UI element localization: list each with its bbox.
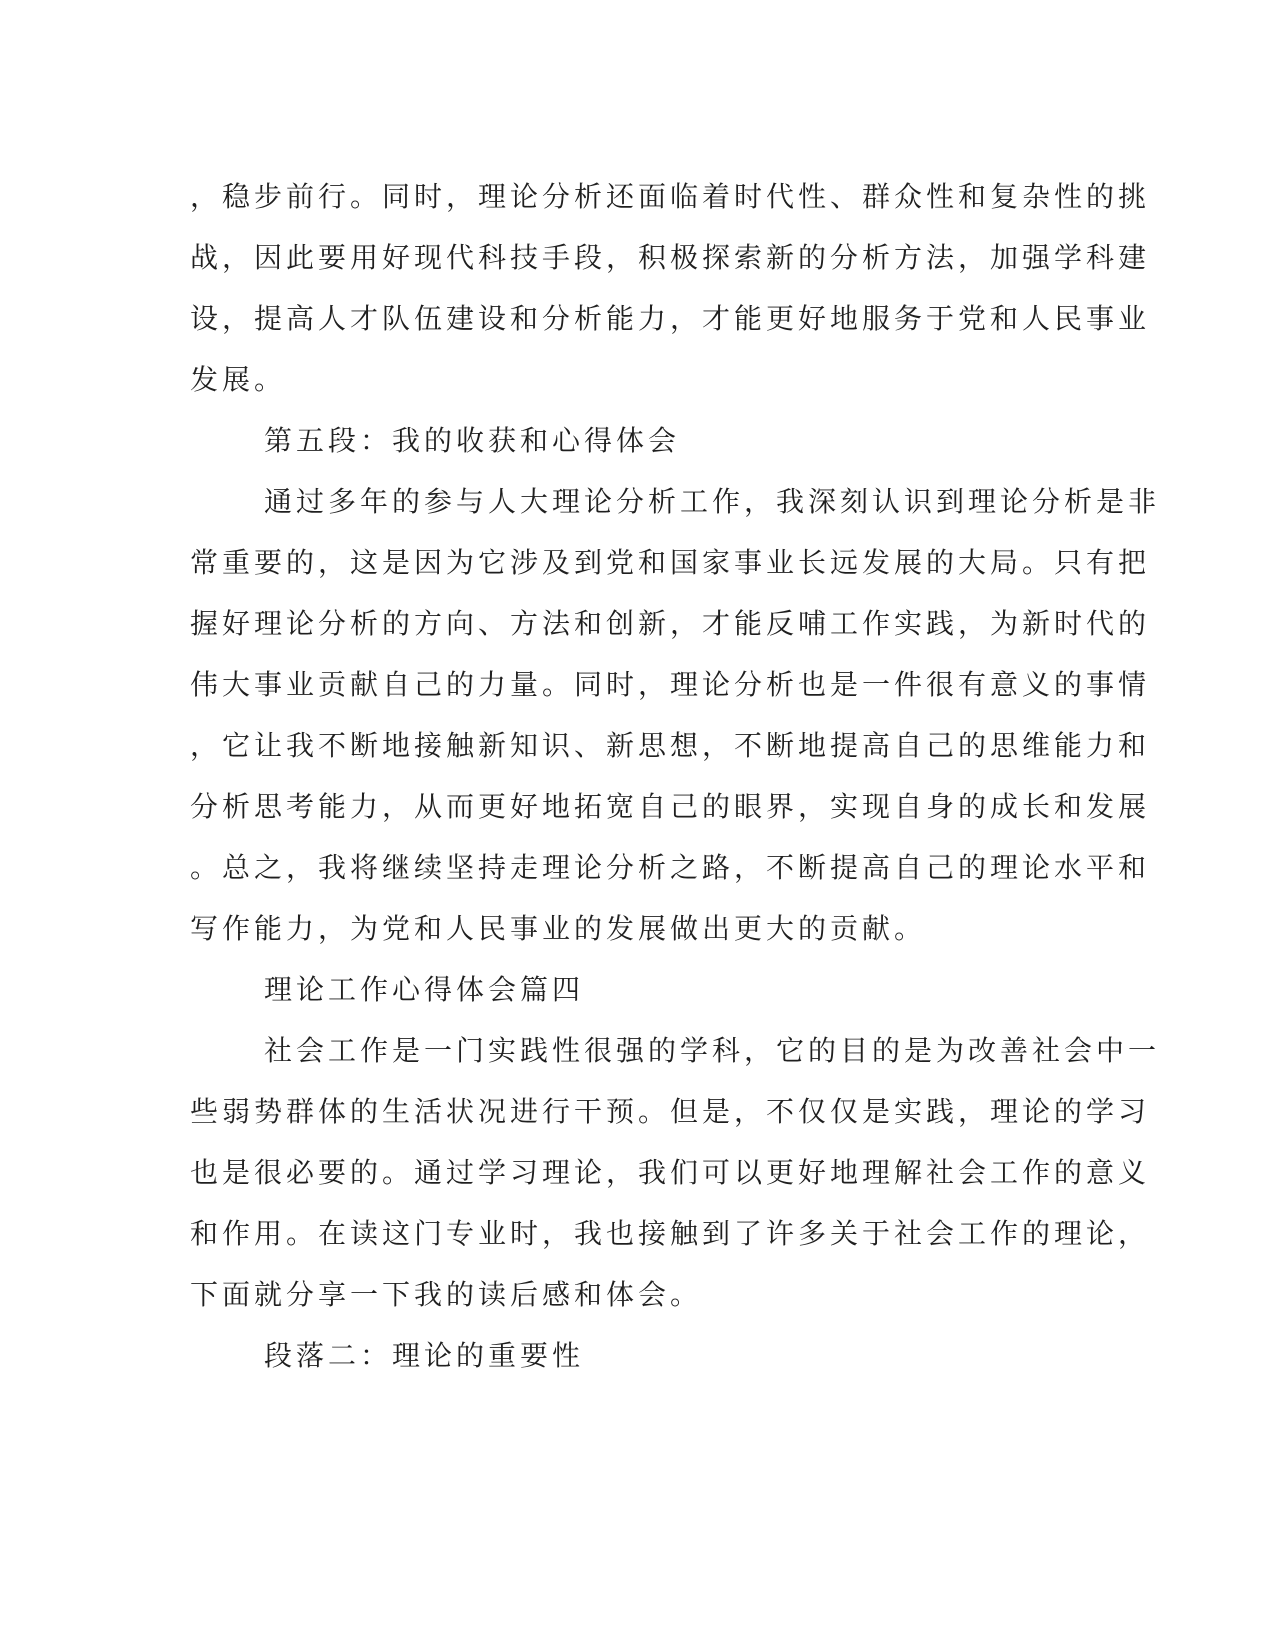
text-line: 战，因此要用好现代科技手段，积极探索新的分析方法，加强学科建 <box>190 241 1151 274</box>
section-heading: 段落二：理论的重要性 <box>264 1339 585 1372</box>
text-line: 握好理论分析的方向、方法和创新，才能反哺工作实践，为新时代的 <box>190 607 1151 640</box>
text-line: 分析思考能力，从而更好地拓宽自己的眼界，实现自身的成长和发展 <box>190 790 1151 823</box>
text-line: 也是很必要的。通过学习理论，我们可以更好地理解社会工作的意义 <box>190 1156 1151 1189</box>
text-line: 设，提高人才队伍建设和分析能力，才能更好地服务于党和人民事业 <box>190 302 1151 335</box>
document-body <box>190 166 1161 1386</box>
text-line: 些弱势群体的生活状况进行干预。但是，不仅仅是实践，理论的学习 <box>190 1095 1151 1128</box>
text-line: 通过多年的参与人大理论分析工作，我深刻认识到理论分析是非 <box>264 485 1161 518</box>
text-line: 。总之，我将继续坚持走理论分析之路，不断提高自己的理论水平和 <box>190 851 1151 884</box>
text-line: 写作能力，为党和人民事业的发展做出更大的贡献。 <box>190 912 927 945</box>
text-line: ，它让我不断地接触新知识、新思想，不断地提高自己的思维能力和 <box>190 729 1151 762</box>
text-line: 伟大事业贡献自己的力量。同时，理论分析也是一件很有意义的事情 <box>190 668 1151 701</box>
section-heading: 理论工作心得体会篇四 <box>264 973 585 1006</box>
text-line: 常重要的，这是因为它涉及到党和国家事业长远发展的大局。只有把 <box>190 546 1151 579</box>
text-line: 发展。 <box>190 363 287 396</box>
text-line: 社会工作是一门实践性很强的学科，它的目的是为改善社会中一 <box>264 1034 1161 1067</box>
text-line: 和作用。在读这门专业时，我也接触到了许多关于社会工作的理论， <box>190 1217 1151 1250</box>
text-line: 下面就分享一下我的读后感和体会。 <box>190 1278 703 1311</box>
section-heading: 第五段：我的收获和心得体会 <box>264 424 681 457</box>
text-line: ，稳步前行。同时，理论分析还面临着时代性、群众性和复杂性的挑 <box>190 180 1151 213</box>
